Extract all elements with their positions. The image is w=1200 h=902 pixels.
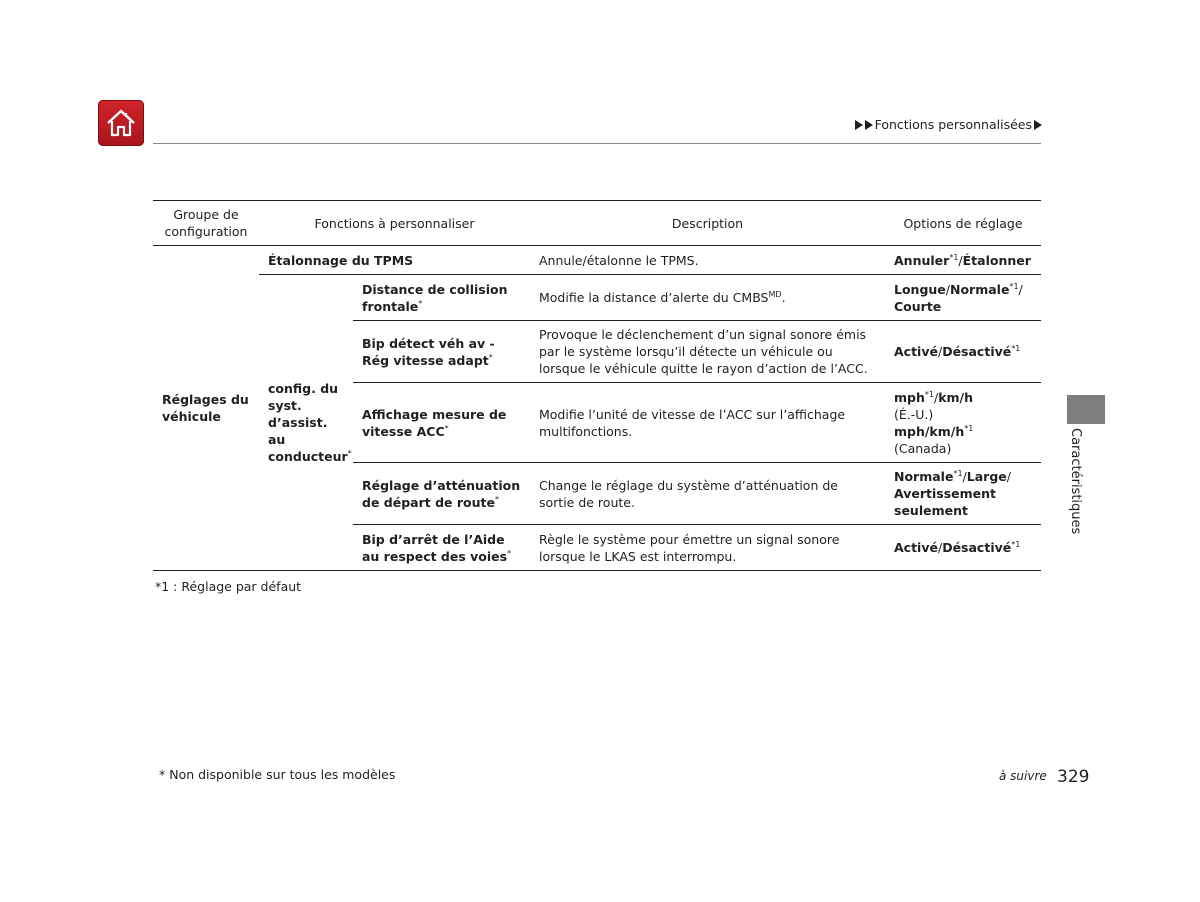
column-header-function: Fonctions à personnaliser xyxy=(259,201,530,246)
settings-table xyxy=(153,200,1041,571)
option-value: Étalonner xyxy=(962,252,1031,268)
function-label: Affichage mesure de vitesse ACC xyxy=(362,406,507,439)
arrow-right-icon xyxy=(865,120,873,130)
default-marker: *1 xyxy=(1009,281,1019,291)
column-header-group: Groupe de configuration xyxy=(153,201,259,246)
description-cell xyxy=(530,275,885,321)
availability-marker: * xyxy=(444,423,449,433)
options-cell xyxy=(885,246,1041,275)
option-value: Activé xyxy=(894,540,938,555)
function-cell xyxy=(353,321,530,383)
option-separator: / xyxy=(1006,469,1011,484)
availability-marker: * xyxy=(488,352,493,362)
header-divider xyxy=(153,143,1041,144)
options-cell xyxy=(885,463,1041,525)
availability-marker: * xyxy=(418,298,423,308)
option-value: Longue xyxy=(894,281,946,297)
availability-marker: * xyxy=(494,494,499,504)
table-header-row xyxy=(153,201,1041,246)
continue-label: à suivre xyxy=(999,769,1047,783)
subgroup-cell xyxy=(259,275,353,571)
function-cell xyxy=(353,525,530,571)
description-cell: Provoque le déclenchement d’un signal sonore émis par le système lorsqu’il détecte un véhicule ou lorsque le véhicule quitte le rayon d’action de l’ACC. xyxy=(530,321,885,383)
option-separator: / xyxy=(933,389,939,405)
option-value: Normale xyxy=(894,469,954,484)
function-label: Réglage d’atténuation de départ de route xyxy=(362,477,521,510)
function-label: Bip d’arrêt de l’Aide au respect des voies xyxy=(362,531,508,564)
option-value: Désactivé xyxy=(942,344,1012,359)
default-marker: *1 xyxy=(964,423,974,433)
trademark-marker: MD xyxy=(768,289,782,299)
subgroup-label: config. du syst. d’assist. au conducteur xyxy=(268,381,348,464)
table-row xyxy=(153,246,1041,275)
breadcrumb[interactable] xyxy=(855,117,1042,132)
option-separator: / xyxy=(962,469,967,484)
settings-table-container xyxy=(153,200,1041,571)
table-row xyxy=(153,275,1041,321)
description-cell: Modifie l’unité de vitesse de l’ACC sur l’affichage multifonctions. xyxy=(530,383,885,463)
option-value: km/h xyxy=(938,389,973,405)
default-marker: *1 xyxy=(1011,539,1021,549)
function-cell xyxy=(353,383,530,463)
option-separator: / xyxy=(937,344,943,359)
default-setting-footnote: *1 : Réglage par défaut xyxy=(155,579,302,594)
option-value: Annuler xyxy=(894,252,950,268)
function-label: Bip détect véh av - Rég vitesse adapt xyxy=(362,335,495,368)
option-region: (Canada) xyxy=(894,440,952,456)
option-separator: / xyxy=(945,281,950,297)
option-value: mph/km/h xyxy=(894,423,965,439)
default-marker: *1 xyxy=(1011,343,1021,353)
arrow-right-icon xyxy=(1034,120,1042,130)
description-cell: Annule/étalonne le TPMS. xyxy=(530,246,885,275)
function-cell xyxy=(353,463,530,525)
chapter-tab[interactable] xyxy=(1067,395,1105,424)
home-button[interactable] xyxy=(98,100,144,146)
option-value: Activé xyxy=(894,344,938,359)
option-value: Large xyxy=(966,469,1007,484)
options-cell xyxy=(885,525,1041,571)
option-value: Avertissement seulement xyxy=(894,486,997,518)
option-separator: / xyxy=(937,540,943,555)
options-cell xyxy=(885,275,1041,321)
home-icon xyxy=(105,107,137,139)
chapter-label: Caractéristiques xyxy=(1068,428,1083,535)
description-text: Modifie la distance d’alerte du CMBS xyxy=(539,290,769,305)
availability-marker: * xyxy=(507,548,512,558)
breadcrumb-label: Fonctions personnalisées xyxy=(874,117,1032,132)
option-value: Désactivé xyxy=(942,540,1012,555)
option-value: Normale xyxy=(950,281,1010,297)
option-value: Courte xyxy=(894,298,942,314)
function-label: Distance de collision frontale xyxy=(362,281,508,314)
column-header-description: Description xyxy=(530,201,885,246)
page-number: 329 xyxy=(1057,767,1090,787)
availability-marker: * xyxy=(347,448,352,458)
description-cell: Change le réglage du système d’atténuation de sortie de route. xyxy=(530,463,885,525)
description-cell: Règle le système pour émettre un signal sonore lorsque le LKAS est interrompu. xyxy=(530,525,885,571)
function-cell xyxy=(353,275,530,321)
default-marker: *1 xyxy=(953,468,963,478)
option-region: (É.-U.) xyxy=(894,406,934,422)
arrow-right-icon xyxy=(855,120,863,130)
options-cell xyxy=(885,383,1041,463)
option-value: mph xyxy=(894,389,925,405)
column-header-options: Options de réglage xyxy=(885,201,1041,246)
function-cell: Étalonnage du TPMS xyxy=(259,246,530,275)
option-separator: / xyxy=(1018,281,1023,297)
group-cell: Réglages du véhicule xyxy=(153,246,259,571)
availability-footnote: * Non disponible sur tous les modèles xyxy=(159,767,396,782)
default-marker: *1 xyxy=(924,389,934,399)
options-cell xyxy=(885,321,1041,383)
default-marker: *1 xyxy=(949,252,959,262)
option-separator: / xyxy=(958,252,963,268)
description-text: . xyxy=(781,290,786,305)
